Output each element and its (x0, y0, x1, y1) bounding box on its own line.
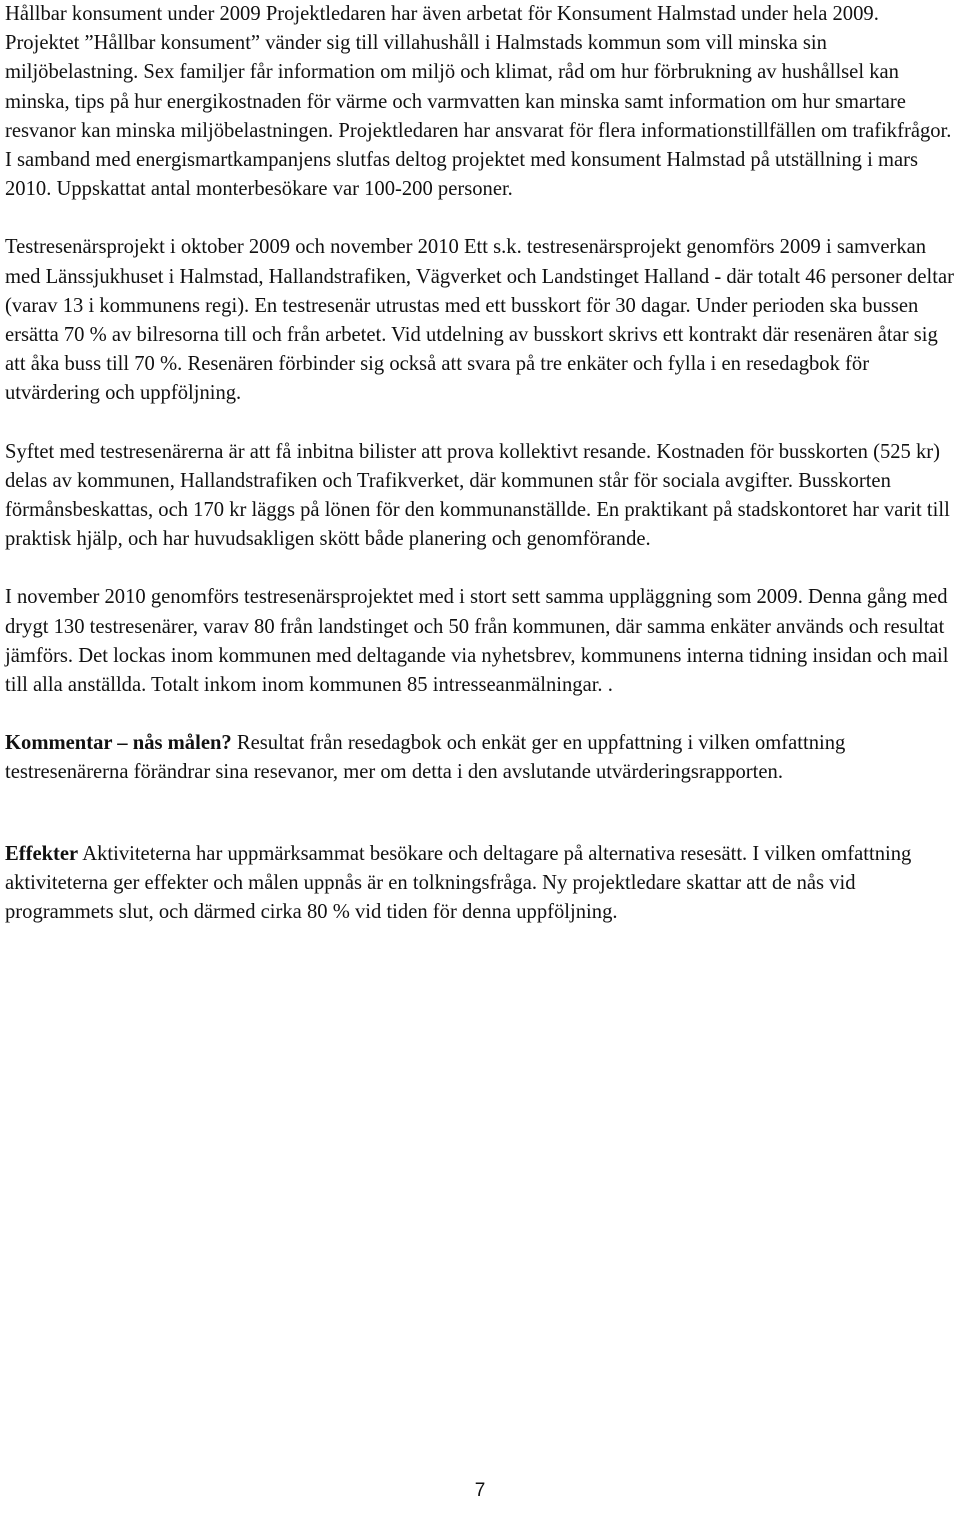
section-heading-hallbar-konsument: Hållbar konsument under 2009 (5, 3, 261, 25)
section-kommentar (5, 729, 957, 787)
section-heading-testresenarsprojekt: Testresenärsprojekt i oktober 2009 och november 2010 (5, 236, 459, 259)
section-testresenarsprojekt (5, 233, 957, 408)
section-body-effekter: Aktiviteterna har uppmärksammat besökare och deltagare på alternativa resesätt. I vilken omfattning aktiviteterna ger effekter och målen uppnås är en tolkningsfråga. Ny projektledare skattar att de nås vid programmets slut, och därmed cirka 80 % vid tiden för denna uppföljning. (5, 842, 912, 924)
paragraph-november-2010-text: I november 2010 genomförs testresenärsprojektet med i stort sett samma uppläggning som 2009. Denna gång med drygt 130 testresenärer, varav 80 från landstinget och 50 från kommunen, där samma enkäter används och resultat jämförs. Det lockas inom kommunen med deltagande via nyhetsbrev, kommunens interna tidning insidan och mail till alla anställda. Totalt inkom inom kommunen 85 intresseanmälningar. . (5, 586, 949, 697)
section-body-testresenarsprojekt: Ett s.k. testresenärsprojekt genomförs 2009 i samverkan med Länssjukhuset i Halmstad, Hallandstrafiken, Vägverket och Landstinget Halland - där totalt 46 personer deltar (varav 13 i kommunens regi). En testresenär utrustas med ett busskort för 30 dagar. Under perioden ska bussen ersätta 70 % av bilresorna till och från arbetet. Vid utdelning av busskort skrivs ett kontrakt där resenären åtar sig att åka buss till 70 %. Resenären förbinder sig också att svara på tre enkäter och fylla i en resedagbok för utvärdering och uppföljning. (5, 236, 954, 405)
paragraph-syftet (5, 438, 957, 555)
section-hallbar-konsument (5, 0, 957, 204)
section-body-kommentar: Resultat från resedagbok och enkät ger en uppfattning i vilken omfattning testresenärerna förändrar sina resevanor, mer om detta i den avslutande utvärderingsrapporten. (5, 732, 846, 784)
section-heading-effekter: Effekter (5, 842, 79, 865)
document-page (5, 0, 957, 927)
paragraph-november-2010 (5, 583, 957, 700)
section-effekter (5, 840, 957, 928)
paragraph-syftet-text: Syftet med testresenärerna är att få inbitna bilister att prova kollektivt resande. Kostnaden för busskorten (525 kr) delas av kommunen, Hallandstrafiken och Trafikverket, där kommunen står för sociala avgifter. Busskorten förmånsbeskattas, och 170 kr läggs på lönen för den kommunanställde. En praktikant på stadskontoret har varit till praktisk hjälp, och har huvudsakligen skött både planering och genomförande. (5, 440, 950, 551)
section-heading-kommentar: Kommentar – nås målen? (5, 732, 232, 755)
page-number: 7 (474, 1480, 486, 1501)
section-body-hallbar-konsument: Projektledaren har även arbetat för Konsument Halmstad under hela 2009. Projektet ”Hållbar konsument” vänder sig till villahushåll i Halmstads kommun som vill minska sin miljöbelastning. Sex familjer får information om miljö och klimat, råd om hur förbrukning av hushållsel kan minska, tips på hur energikostnaden för värme och varmvatten kan minska samt information om hur smartare resvanor kan minska miljöbelastningen. Projektledaren har ansvarat för flera informationstillfällen om trafikfrågor. I samband med energismartkampanjens slutfas deltog projektet med konsument Halmstad på utställning i mars 2010. Uppskattat antal monterbesökare var 100-200 personer. (5, 3, 952, 201)
